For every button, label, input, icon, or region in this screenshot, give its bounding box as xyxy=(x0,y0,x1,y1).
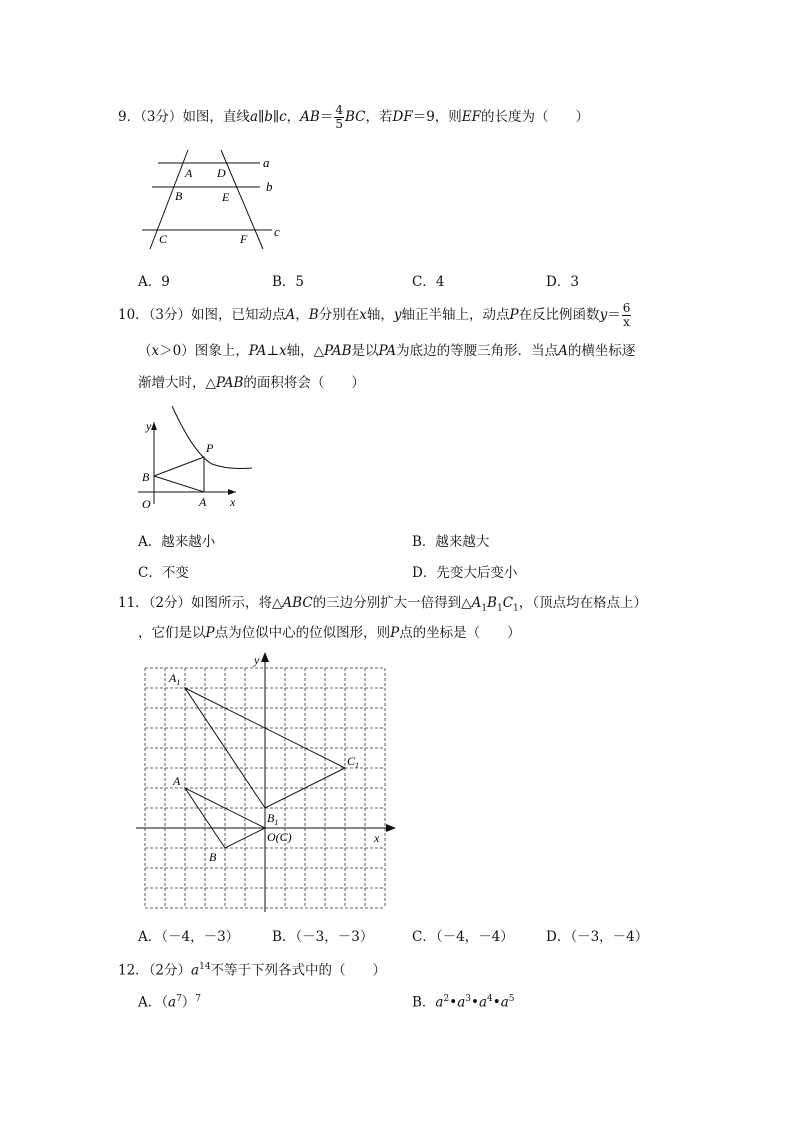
q10-option-c[interactable]: C．不变 xyxy=(138,565,189,581)
text: ，（顶点均在格点上） xyxy=(518,595,648,611)
text: • xyxy=(470,994,479,1011)
text: ，它们是以 xyxy=(138,625,206,641)
q10-stem-line3 xyxy=(138,372,365,394)
text: ＞0）图象上， xyxy=(159,343,249,359)
q11-option-c[interactable]: C．（－4，－4） xyxy=(412,929,514,945)
text: 在反比例函数 xyxy=(518,307,600,323)
math: a xyxy=(478,994,488,1011)
q10-option-b[interactable]: B．越来越大 xyxy=(412,534,490,550)
label-c: c xyxy=(274,224,280,239)
label-A: A xyxy=(185,166,193,180)
q11-figure xyxy=(136,650,400,912)
label-C: C xyxy=(159,232,168,246)
q9-stem xyxy=(118,104,589,131)
text: 轴，△ xyxy=(286,343,325,359)
math: PA xyxy=(378,343,397,359)
math: PAB xyxy=(324,343,352,359)
text: 轴正半轴上，动点 xyxy=(401,307,510,323)
q11-option-d[interactable]: D．（－3，－4） xyxy=(546,929,649,945)
label-P: P xyxy=(206,441,214,455)
score: （2分） xyxy=(148,962,192,979)
question-number: 12． xyxy=(118,962,149,979)
text: 如图所示，将△ xyxy=(191,595,283,611)
math: x xyxy=(359,307,367,323)
text: ＝ xyxy=(319,109,334,125)
score: （2分） xyxy=(148,595,192,611)
text: ＝9，则 xyxy=(412,109,462,125)
superscript: 4 xyxy=(487,994,493,1004)
label-y: y xyxy=(254,653,260,667)
math: C xyxy=(502,595,514,611)
text: 是以 xyxy=(351,343,379,359)
text: ⊥ xyxy=(266,343,280,359)
q10-option-d[interactable]: D．先变大后变小 xyxy=(412,565,518,581)
text: • xyxy=(449,994,458,1011)
math: y xyxy=(599,307,608,323)
label-O: O xyxy=(142,497,151,511)
superscript: 14 xyxy=(199,962,211,972)
question-number: 10． xyxy=(118,307,149,323)
math: PAB xyxy=(215,375,244,391)
denominator: x xyxy=(623,315,630,329)
math: y xyxy=(393,307,402,323)
text: ） xyxy=(181,994,196,1011)
text: 的三边分别扩大一倍得到△ xyxy=(312,595,472,611)
text: 分别在 xyxy=(318,307,360,323)
q9-option-c[interactable]: C．4 xyxy=(412,274,445,290)
label-y: y xyxy=(146,419,152,433)
label-B: B xyxy=(142,470,150,484)
q11-option-a[interactable]: A．（－4，－3） xyxy=(138,929,240,945)
math: P xyxy=(390,625,400,641)
math: EF xyxy=(461,109,482,125)
q9-option-b[interactable]: B．5 xyxy=(272,274,305,290)
text: A．（ xyxy=(138,994,168,1011)
text: 的横坐标逐 xyxy=(567,343,636,359)
text: B． xyxy=(412,994,436,1011)
label-A: A xyxy=(199,495,207,509)
q10-figure xyxy=(132,404,262,512)
text: ， xyxy=(286,109,301,125)
math: A xyxy=(471,595,482,611)
math: P xyxy=(205,625,215,641)
numerator: 6 xyxy=(622,301,631,315)
text: （ xyxy=(138,343,152,359)
denominator: 5 xyxy=(335,117,343,131)
q12-option-b[interactable] xyxy=(412,988,515,1014)
label-C1: $C_1$ xyxy=(347,754,360,770)
math: A xyxy=(558,343,568,359)
superscript: 7 xyxy=(176,994,182,1004)
math: x xyxy=(151,343,160,359)
math: a xyxy=(168,994,177,1011)
q9-option-a[interactable]: A．9 xyxy=(138,274,170,290)
text: 轴， xyxy=(366,307,394,323)
question-number: 11． xyxy=(118,595,149,611)
math: B xyxy=(308,307,319,323)
fraction xyxy=(334,104,344,131)
superscript: 3 xyxy=(465,994,471,1004)
superscript: 5 xyxy=(508,994,515,1004)
label-A1: $A_1$ xyxy=(169,671,181,687)
label-x: x xyxy=(230,495,236,509)
text: 点的坐标是（ ） xyxy=(399,625,521,641)
q10-option-a[interactable]: A．越来越小 xyxy=(138,534,216,550)
math: PA xyxy=(248,343,267,359)
label-B1: $B_1$ xyxy=(267,811,279,827)
label-E: E xyxy=(222,190,230,204)
q9-option-d[interactable]: D．3 xyxy=(546,274,579,290)
subscript: 1 xyxy=(513,603,519,614)
math: DF xyxy=(392,109,413,125)
text: 渐增大时，△ xyxy=(138,375,216,391)
text: 如图，已知动点 xyxy=(191,307,286,323)
math: BC xyxy=(344,109,366,125)
numerator: 4 xyxy=(335,103,343,117)
math: A xyxy=(285,307,296,323)
label-B: B xyxy=(209,850,217,864)
superscript: 7 xyxy=(195,994,202,1004)
q11-stem-line1 xyxy=(118,592,647,620)
superscript: 2 xyxy=(443,994,450,1004)
label-D: D xyxy=(217,166,226,180)
question-number: 9． xyxy=(118,109,141,125)
text: • xyxy=(492,994,501,1011)
text: 为底边的等腰三角形．当点 xyxy=(396,343,559,359)
text: 点为位似中心的位似图形，则 xyxy=(214,625,391,641)
math: B xyxy=(487,595,497,611)
score: （3分） xyxy=(148,307,192,323)
label-b: b xyxy=(266,179,273,194)
subscript: 1 xyxy=(496,603,503,614)
math: ABC xyxy=(282,595,313,611)
label-O-C: O(C) xyxy=(267,830,292,844)
q11-stem-line2 xyxy=(138,622,521,644)
text: ，若 xyxy=(365,109,393,125)
label-a: a xyxy=(263,155,270,170)
text: 如图，直线 xyxy=(182,109,250,125)
text: ， xyxy=(295,307,309,323)
math: a xyxy=(191,962,200,979)
q12-option-a[interactable] xyxy=(138,988,201,1014)
q11-option-b[interactable]: B．（－3，－3） xyxy=(272,929,374,945)
q9-figure xyxy=(130,148,290,254)
label-x: x xyxy=(374,831,380,845)
math: a xyxy=(435,994,444,1011)
math: AB xyxy=(300,109,320,125)
text: ＝ xyxy=(607,307,621,323)
math: a∥b∥c xyxy=(249,109,287,125)
text: 的面积将会（ ） xyxy=(243,375,365,391)
math: x xyxy=(279,343,287,359)
q10-stem-line1 xyxy=(118,302,632,329)
math: a xyxy=(500,994,509,1011)
label-A: A xyxy=(173,774,181,788)
q10-stem-line2 xyxy=(138,340,635,362)
q12-stem xyxy=(118,956,386,982)
text: 不等于下列各式中的（ ） xyxy=(210,962,387,979)
label-F: F xyxy=(240,232,248,246)
subscript: 1 xyxy=(481,603,488,614)
label-B: B xyxy=(175,189,183,203)
math: a xyxy=(457,994,466,1011)
math: P xyxy=(509,307,519,323)
text: 的长度为（ ） xyxy=(481,109,590,125)
fraction xyxy=(622,302,632,329)
score: （3分） xyxy=(140,109,183,125)
